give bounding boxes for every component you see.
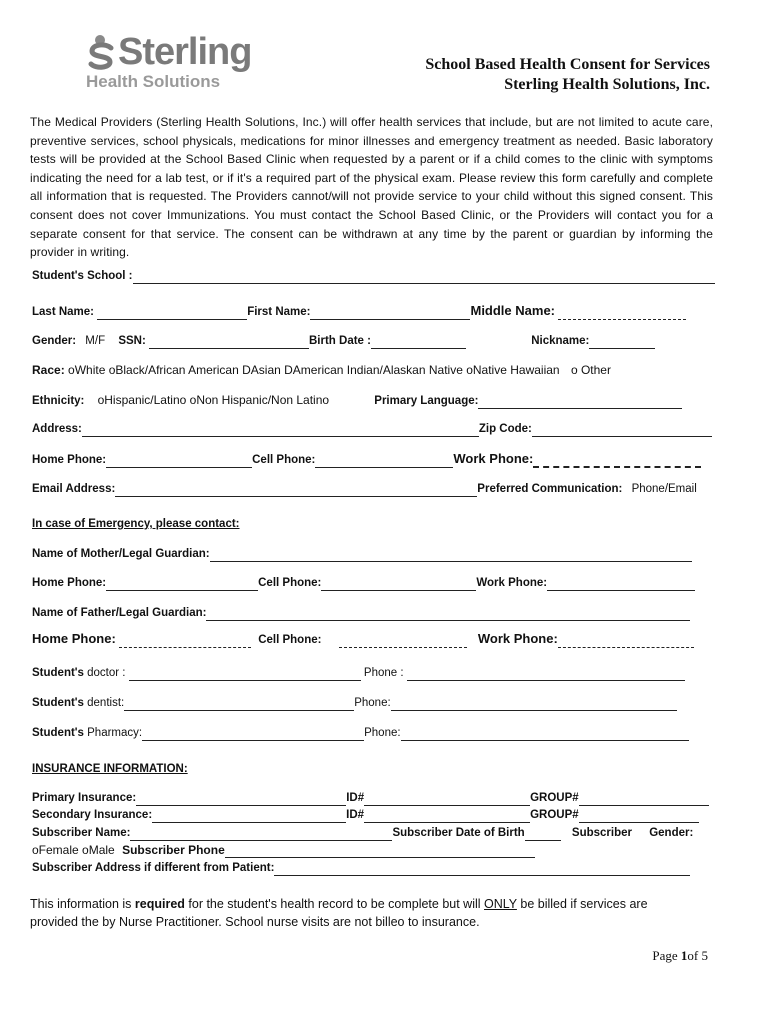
phone-row (32, 451, 714, 468)
dentist-row (32, 695, 714, 711)
father-cell-phone-label: Cell Phone: (258, 634, 322, 646)
dentist-phone-label: Phone: (354, 697, 391, 709)
school-label: Student's School : (32, 270, 133, 282)
secondary-id-field[interactable] (364, 810, 530, 823)
primary-language-field[interactable] (478, 396, 682, 409)
mother-home-phone-field[interactable] (106, 578, 258, 591)
subscriber-dob-field[interactable] (525, 828, 561, 841)
page-number (652, 948, 708, 964)
subscriber-gender-label-1: Subscriber (571, 827, 632, 839)
doctor-row (32, 665, 714, 681)
subscriber-address-field[interactable] (274, 863, 690, 876)
billing-note (30, 895, 690, 931)
secondary-group-field[interactable] (579, 810, 699, 823)
insurance-heading: INSURANCE INFORMATION: (32, 763, 188, 775)
subscriber-address-label: Subscriber Address if different from Patient: (32, 862, 275, 874)
mother-cell-phone-label: Cell Phone: (258, 577, 322, 589)
birth-date-field[interactable] (371, 336, 466, 349)
page-total: of 5 (687, 948, 708, 963)
preferred-comm-label: Preferred Communication: (477, 483, 623, 495)
race-other-option[interactable]: o Other (570, 363, 611, 377)
subscriber-name-field[interactable] (130, 828, 392, 841)
pharmacy-phone-label: Phone: (364, 727, 401, 739)
primary-id-label: ID# (346, 792, 365, 804)
sterling-logo (86, 30, 276, 95)
father-home-phone-field[interactable] (119, 635, 251, 648)
last-name-label: Last Name: (32, 306, 94, 318)
secondary-insurance-row (32, 807, 714, 823)
name-row (32, 303, 714, 320)
nickname-label: Nickname: (531, 335, 590, 347)
emergency-heading: In case of Emergency, please contact: (32, 518, 240, 530)
doctor-phone-field[interactable] (407, 668, 685, 681)
primary-group-label: GROUP# (530, 792, 579, 804)
pharmacy-row (32, 725, 714, 741)
doctor-phone-label: Phone : (363, 667, 404, 679)
work-phone-field[interactable] (533, 454, 701, 468)
title-line-2: Sterling Health Solutions, Inc. (504, 76, 710, 93)
father-home-phone-label: Home Phone: (32, 631, 116, 646)
subscriber-name-row (32, 825, 714, 841)
mother-work-phone-label: Work Phone: (476, 577, 548, 589)
work-phone-label: Work Phone: (453, 451, 534, 466)
primary-insurance-label: Primary Insurance: (32, 792, 137, 804)
nickname-field[interactable] (589, 336, 655, 349)
father-work-phone-label: Work Phone: (477, 631, 558, 646)
primary-id-field[interactable] (364, 793, 530, 806)
first-name-field[interactable] (310, 307, 470, 320)
subscriber-name-label: Subscriber Name: (32, 827, 131, 839)
home-phone-field[interactable] (106, 455, 252, 468)
dentist-label-text: dentist: (83, 697, 125, 709)
middle-name-label: Middle Name: (470, 303, 555, 318)
subscriber-phone-label: Subscriber Phone (122, 843, 225, 857)
birth-date-label: Birth Date : (309, 335, 371, 347)
primary-insurance-field[interactable] (136, 793, 346, 806)
last-name-field[interactable] (97, 307, 247, 320)
email-label: Email Address: (32, 483, 116, 495)
subscriber-gender-options[interactable]: oFemale oMale (32, 843, 115, 857)
mother-field[interactable] (210, 549, 692, 562)
doctor-field[interactable] (129, 668, 361, 681)
billing-note-only: ONLY (484, 897, 517, 911)
cell-phone-field[interactable] (315, 455, 453, 468)
email-field[interactable] (115, 484, 477, 497)
secondary-id-label: ID# (346, 809, 365, 821)
subscriber-gender-label-2: Gender: (649, 827, 694, 839)
address-field[interactable] (82, 424, 479, 437)
billing-note-pre: This information is (30, 897, 135, 911)
pharmacy-label-text: Pharmacy: (83, 727, 143, 739)
subscriber-phone-field[interactable] (225, 845, 535, 858)
dentist-phone-field[interactable] (391, 698, 677, 711)
logo-wordmark: Sterling (118, 31, 252, 73)
address-label: Address: (32, 423, 82, 435)
sterling-logo-icon (86, 34, 118, 70)
page-current: 1 (680, 948, 688, 963)
pharmacy-field[interactable] (142, 728, 364, 741)
ethnicity-options[interactable]: oHispanic/Latino oNon Hispanic/Non Latino (97, 393, 330, 407)
race-label: Race: (32, 363, 65, 377)
doctor-label-text: doctor : (83, 667, 126, 679)
pharmacy-label-bold: Student's (32, 727, 84, 739)
subscriber-phone-row (32, 842, 714, 858)
preferred-comm-options[interactable]: Phone/Email (631, 483, 697, 495)
zip-field[interactable] (532, 424, 712, 437)
father-label: Name of Father/Legal Guardian: (32, 607, 207, 619)
ethnicity-row (32, 392, 714, 409)
ssn-field[interactable] (149, 336, 309, 349)
gender-ssn-row (32, 333, 714, 349)
mother-row (32, 546, 714, 562)
address-row (32, 421, 714, 437)
father-cell-phone-field[interactable] (339, 635, 467, 648)
logo-subtitle: Health Solutions (86, 72, 221, 91)
intro-paragraph: The Medical Providers (Sterling Health Solutions, Inc.) will offer health services that include, but are not limited to acute care, preventive services, school physicals, medications for minor illnesses and emergency treatment as needed. Basic laboratory tests will be provided at the School Based Clinic when requested by a parent or if a child comes to the clinic with symptoms indicating the need for a lab test, or if it's a required part of the physical exam. Please review this form carefully and complete all information that is requested. The Providers cannot/will not provide service to your child without this signed consent. This consent does not cover Immunizations. You must contact the School Based Clinic, or the Providers will contact you for a separate consent for that service. The consent can be withdrawn at any time by the parent or guardian by informing the provider in writing. (30, 115, 713, 260)
gender-label: Gender: (32, 335, 77, 347)
secondary-group-label: GROUP# (530, 809, 579, 821)
primary-language-label: Primary Language: (374, 395, 479, 407)
primary-insurance-row (32, 790, 714, 806)
doctor-label (32, 667, 126, 679)
gender-options[interactable]: M/F (85, 335, 106, 347)
title-line-1: School Based Health Consent for Services (425, 56, 710, 73)
middle-name-field[interactable] (558, 307, 686, 320)
first-name-label: First Name: (247, 306, 311, 318)
zip-label: Zip Code: (478, 423, 532, 435)
billing-note-post: be billed if services are provided the by Nurse Practitioner. School nurse visits are not billeo to insurance. (30, 897, 648, 929)
father-phone-row (32, 631, 714, 648)
school-field[interactable] (133, 271, 715, 284)
dentist-field[interactable] (124, 698, 354, 711)
secondary-insurance-field[interactable] (152, 810, 346, 823)
cell-phone-label: Cell Phone: (252, 454, 316, 466)
email-row (32, 481, 714, 497)
billing-note-required: required (134, 897, 185, 911)
pharmacy-phone-field[interactable] (401, 728, 689, 741)
ethnicity-label: Ethnicity: (32, 395, 85, 407)
father-row (32, 605, 714, 621)
school-row (32, 268, 714, 284)
ssn-label: SSN: (118, 335, 146, 347)
father-field[interactable] (206, 608, 690, 621)
billing-note-mid: for the student's health record to be complete but will (184, 897, 485, 911)
father-work-phone-field[interactable] (558, 635, 694, 648)
doctor-label-bold: Student's (32, 667, 84, 679)
dentist-label-bold: Student's (32, 697, 84, 709)
race-row (32, 362, 714, 378)
race-options[interactable]: oWhite oBlack/African American DAsian DAmerican Indian/Alaskan Native oNative Hawaiian (68, 363, 560, 377)
subscriber-address-row (32, 860, 714, 876)
mother-work-phone-field[interactable] (547, 578, 695, 591)
document-title (425, 55, 710, 95)
subscriber-dob-label: Subscriber Date of Birth (392, 827, 525, 839)
mother-label: Name of Mother/Legal Guardian: (32, 548, 210, 560)
mother-home-phone-label: Home Phone: (32, 577, 107, 589)
home-phone-label: Home Phone: (32, 454, 107, 466)
secondary-insurance-label: Secondary Insurance: (32, 809, 153, 821)
mother-phone-row (32, 575, 714, 591)
dentist-label (32, 697, 124, 709)
primary-group-field[interactable] (579, 793, 709, 806)
pharmacy-label (32, 727, 142, 739)
page-label: Page (652, 948, 681, 963)
mother-cell-phone-field[interactable] (321, 578, 476, 591)
